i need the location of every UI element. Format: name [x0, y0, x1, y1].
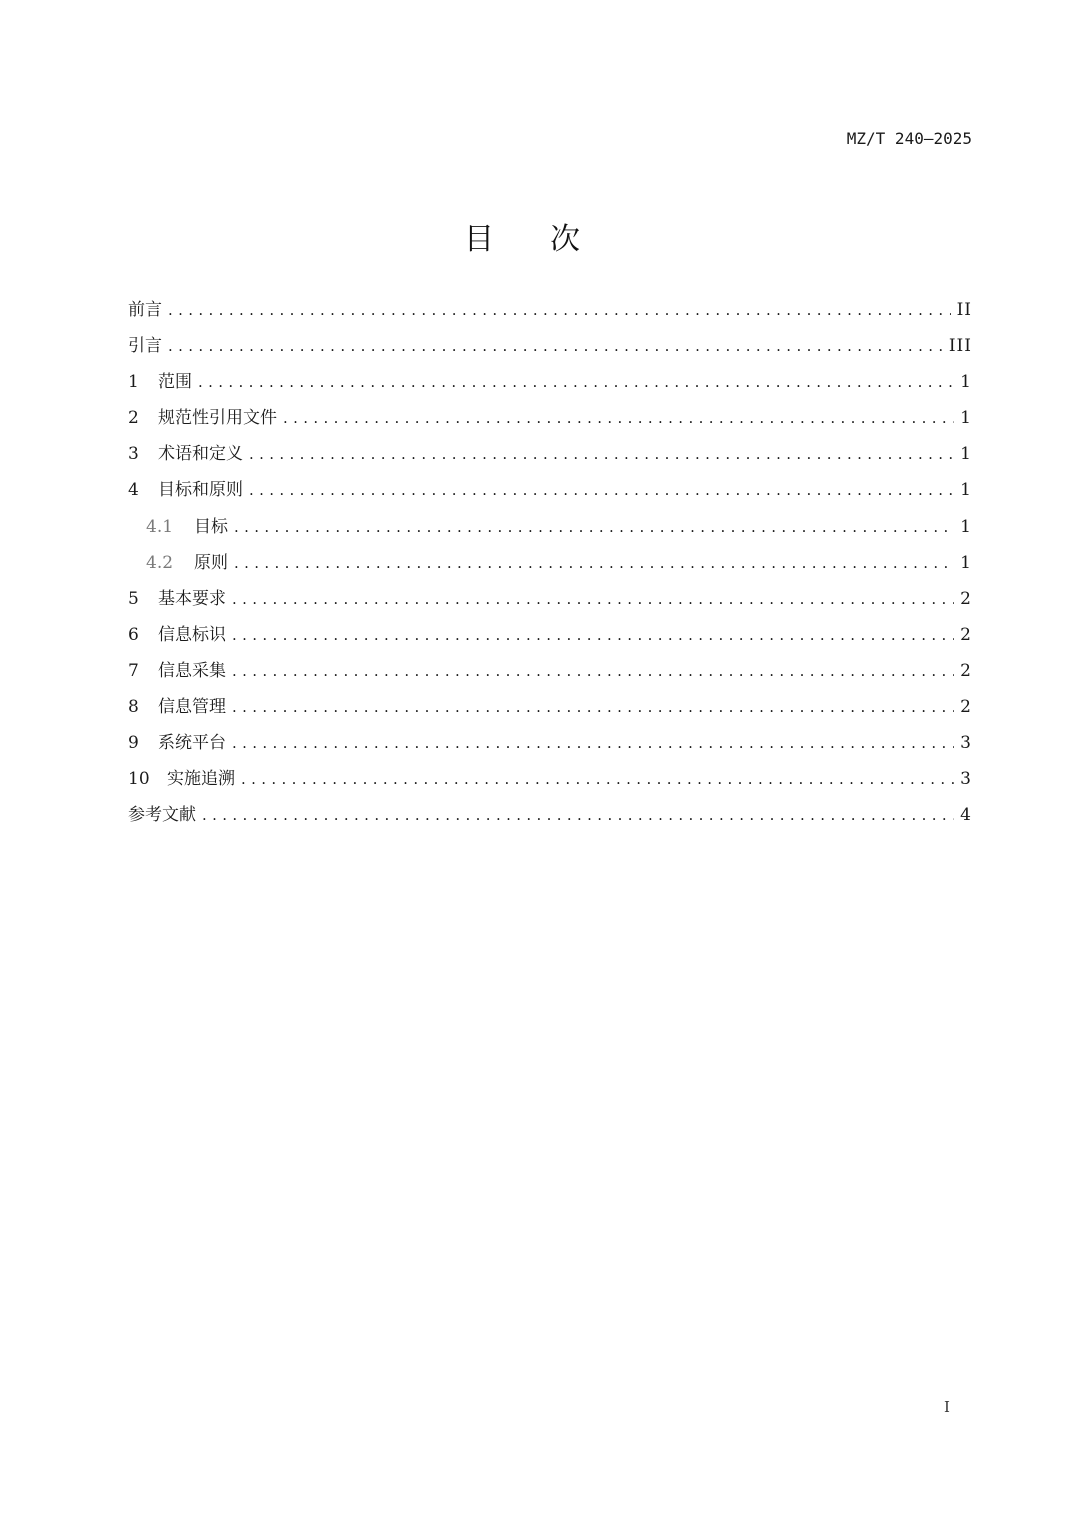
toc-entry-10[interactable]: [128, 761, 972, 797]
toc-entry-page: 2: [960, 660, 972, 681]
toc-leader-dots: [249, 472, 954, 508]
toc-entry-label: 范围: [158, 372, 192, 393]
toc-entry-1[interactable]: [128, 364, 972, 400]
toc-leader-dots: [232, 689, 954, 725]
toc-entry-7[interactable]: [128, 653, 972, 689]
toc-entry-foreword[interactable]: [128, 292, 972, 328]
toc-entry-number: 4: [128, 480, 139, 501]
toc-entry-6[interactable]: [128, 617, 972, 653]
toc-entry-page: 3: [960, 733, 972, 754]
table-of-contents: [128, 292, 972, 833]
toc-entry-label: 参考文献: [128, 805, 196, 826]
toc-entry-label: 目标: [194, 516, 228, 537]
toc-entry-page: II: [956, 300, 972, 320]
toc-entry-number: 4.1: [146, 516, 174, 537]
toc-leader-dots: [283, 400, 954, 436]
toc-entry-page: 1: [960, 444, 972, 465]
toc-entry-5[interactable]: [128, 581, 972, 617]
toc-leader-dots: [234, 545, 954, 581]
toc-entry-number: 4.2: [146, 552, 174, 573]
toc-leader-dots: [232, 617, 954, 653]
toc-entry-label: 信息管理: [158, 697, 226, 718]
toc-leader-dots: [234, 509, 954, 545]
toc-entry-page: 2: [960, 697, 972, 718]
toc-entry-label: 信息采集: [158, 660, 226, 681]
toc-entry-number: 10: [128, 769, 150, 790]
page-title: 目次: [464, 222, 636, 257]
toc-leader-dots: [241, 761, 954, 797]
toc-entry-number: 6: [128, 624, 139, 645]
toc-leader-dots: [232, 581, 954, 617]
toc-entry-number: 7: [128, 660, 139, 681]
toc-leader-dots: [168, 292, 951, 328]
toc-entry-number: 9: [128, 733, 139, 754]
toc-entry-4[interactable]: [128, 472, 972, 508]
toc-entry-label: 目标和原则: [158, 480, 243, 501]
toc-entry-number: 2: [128, 408, 139, 429]
toc-entry-page: 4: [960, 805, 972, 826]
toc-entry-introduction[interactable]: [128, 328, 972, 364]
toc-entry-number: 3: [128, 444, 139, 465]
toc-entry-page: 1: [960, 408, 972, 429]
toc-entry-page: 2: [960, 588, 972, 609]
toc-entry-bibliography[interactable]: [128, 797, 972, 833]
toc-entry-page: 1: [960, 372, 972, 393]
toc-entry-page: 1: [960, 480, 972, 501]
toc-entry-label: 基本要求: [158, 588, 226, 609]
toc-leader-dots: [198, 364, 954, 400]
toc-entry-page: 1: [960, 552, 972, 573]
toc-entry-3[interactable]: [128, 436, 972, 472]
toc-entry-label: 引言: [128, 336, 162, 357]
toc-entry-label: 信息标识: [158, 624, 226, 645]
toc-entry-page: 2: [960, 624, 972, 645]
toc-entry-label: 实施追溯: [167, 769, 235, 790]
toc-leader-dots: [202, 797, 954, 833]
toc-entry-page: 1: [960, 516, 972, 537]
toc-entry-2[interactable]: [128, 400, 972, 436]
toc-entry-label: 规范性引用文件: [158, 408, 277, 429]
toc-entry-label: 前言: [128, 300, 162, 320]
toc-entry-4-1[interactable]: [128, 509, 972, 545]
toc-entry-label: 系统平台: [158, 733, 226, 754]
toc-entry-number: 8: [128, 697, 139, 718]
toc-entry-4-2[interactable]: [128, 545, 972, 581]
toc-entry-number: 5: [128, 588, 139, 609]
toc-leader-dots: [232, 725, 954, 761]
toc-entry-9[interactable]: [128, 725, 972, 761]
document-code: MZ/T 240—2025: [846, 129, 972, 148]
page-number: I: [944, 1398, 950, 1416]
toc-leader-dots: [232, 653, 954, 689]
toc-entry-number: 1: [128, 372, 139, 393]
toc-entry-label: 原则: [194, 552, 228, 573]
toc-leader-dots: [168, 328, 943, 364]
toc-entry-page: III: [948, 336, 972, 357]
toc-entry-label: 术语和定义: [158, 444, 243, 465]
toc-leader-dots: [249, 436, 954, 472]
toc-entry-8[interactable]: [128, 689, 972, 725]
toc-entry-page: 3: [960, 769, 972, 790]
